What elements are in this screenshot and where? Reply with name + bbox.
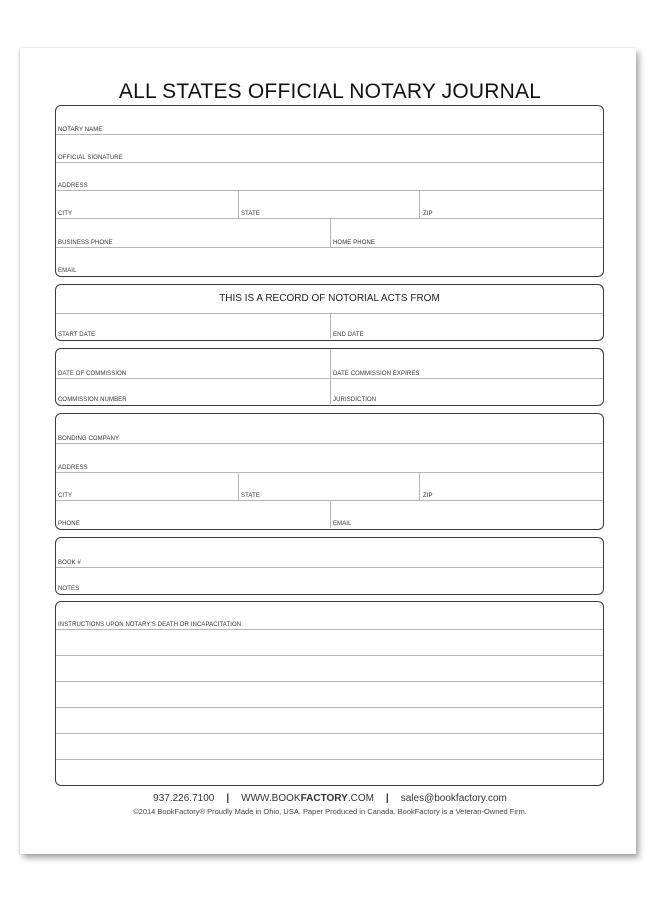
commission-number-row — [56, 378, 603, 404]
bonding-phone-label: PHONE — [58, 521, 80, 527]
official-signature-label: OFFICIAL SIGNATURE — [58, 155, 123, 161]
book-number-field[interactable] — [56, 538, 603, 568]
start-date-label: START DATE — [58, 332, 96, 338]
field-divider — [419, 190, 420, 218]
bonding-email-label: EMAIL — [333, 521, 352, 527]
book-section — [55, 537, 604, 595]
record-heading: THIS IS A RECORD OF NOTORIAL ACTS FROM — [219, 293, 440, 304]
end-date-label: END DATE — [333, 332, 364, 338]
footer-separator: | — [226, 793, 230, 804]
instructions-line[interactable] — [56, 681, 603, 708]
notary-name-label: NOTARY NAME — [58, 127, 103, 133]
bonding-city-label: CITY — [58, 493, 73, 499]
jurisdiction-label: JURISDICTION — [333, 397, 377, 403]
instructions-label: INSTRUCTIONS UPON NOTARY'S DEATH OR INCAPACITATION — [58, 622, 242, 628]
page-title: ALL STATES OFFICIAL NOTARY JOURNAL — [118, 80, 542, 103]
book-number-label: BOOK # — [58, 560, 81, 566]
field-divider — [238, 190, 239, 218]
record-period-section — [55, 284, 604, 341]
footer-phone: 937.226.7100 — [153, 793, 215, 804]
instructions-line[interactable] — [56, 629, 603, 656]
field-divider — [330, 218, 331, 247]
bonding-zip-label: ZIP — [423, 493, 433, 499]
notary-city-state-zip-row — [56, 190, 603, 219]
field-divider — [330, 349, 331, 378]
footer-legal: ©2014 BookFactory® Proudly Made in Ohio, USA. Paper Produced in Canada. BookFactory is a Veteran-Owned Firm. — [133, 807, 527, 816]
notary-address-field[interactable] — [56, 162, 603, 191]
field-divider — [330, 500, 331, 528]
footer-separator: | — [385, 793, 389, 804]
official-signature-field[interactable] — [56, 134, 603, 163]
bonding-section — [55, 413, 604, 530]
bonding-company-field[interactable] — [56, 414, 603, 444]
footer-website — [241, 793, 374, 804]
record-heading-line — [56, 285, 603, 314]
notary-state-label: STATE — [241, 211, 260, 217]
instructions-line[interactable] — [56, 759, 603, 784]
commission-number-label: COMMISSION NUMBER — [58, 397, 127, 403]
commission-expires-label: DATE COMMISSION EXPIRES — [333, 371, 420, 377]
instructions-label-row — [56, 602, 603, 630]
commission-section — [55, 348, 604, 406]
bonding-company-label: BONDING COMPANY — [58, 436, 120, 442]
notary-phone-row — [56, 218, 603, 248]
notary-name-field[interactable] — [56, 106, 603, 135]
notary-info-section — [55, 105, 604, 277]
instructions-line[interactable] — [56, 655, 603, 682]
date-of-commission-label: DATE OF COMMISSION — [58, 371, 127, 377]
instructions-line[interactable] — [56, 733, 603, 760]
notes-label: NOTES — [58, 586, 80, 592]
website-brand: FACTORY — [300, 793, 348, 804]
footer-email: sales@bookfactory.com — [400, 793, 507, 804]
notary-email-label: EMAIL — [58, 268, 77, 274]
bonding-state-label: STATE — [241, 493, 260, 499]
notary-zip-label: ZIP — [423, 211, 433, 217]
instructions-line[interactable] — [56, 707, 603, 734]
website-prefix: WWW.BOOK — [241, 793, 301, 804]
website-suffix: .COM — [347, 793, 374, 804]
bonding-city-state-zip-row — [56, 472, 603, 501]
bonding-phone-email-row — [56, 500, 603, 528]
record-dates-row — [56, 313, 603, 339]
field-divider — [330, 378, 331, 404]
bonding-address-label: ADDRESS — [58, 465, 88, 471]
bonding-address-field[interactable] — [56, 443, 603, 473]
notary-address-label: ADDRESS — [58, 183, 88, 189]
instructions-section — [55, 601, 604, 786]
commission-dates-row — [56, 349, 603, 379]
business-phone-label: BUSINESS PHONE — [58, 240, 113, 246]
notary-city-label: CITY — [58, 211, 73, 217]
notes-field[interactable] — [56, 567, 603, 593]
field-divider — [330, 313, 331, 339]
footer-contact — [0, 793, 660, 804]
field-divider — [419, 472, 420, 500]
notary-email-field[interactable] — [56, 247, 603, 275]
home-phone-label: HOME PHONE — [333, 240, 376, 246]
field-divider — [238, 472, 239, 500]
